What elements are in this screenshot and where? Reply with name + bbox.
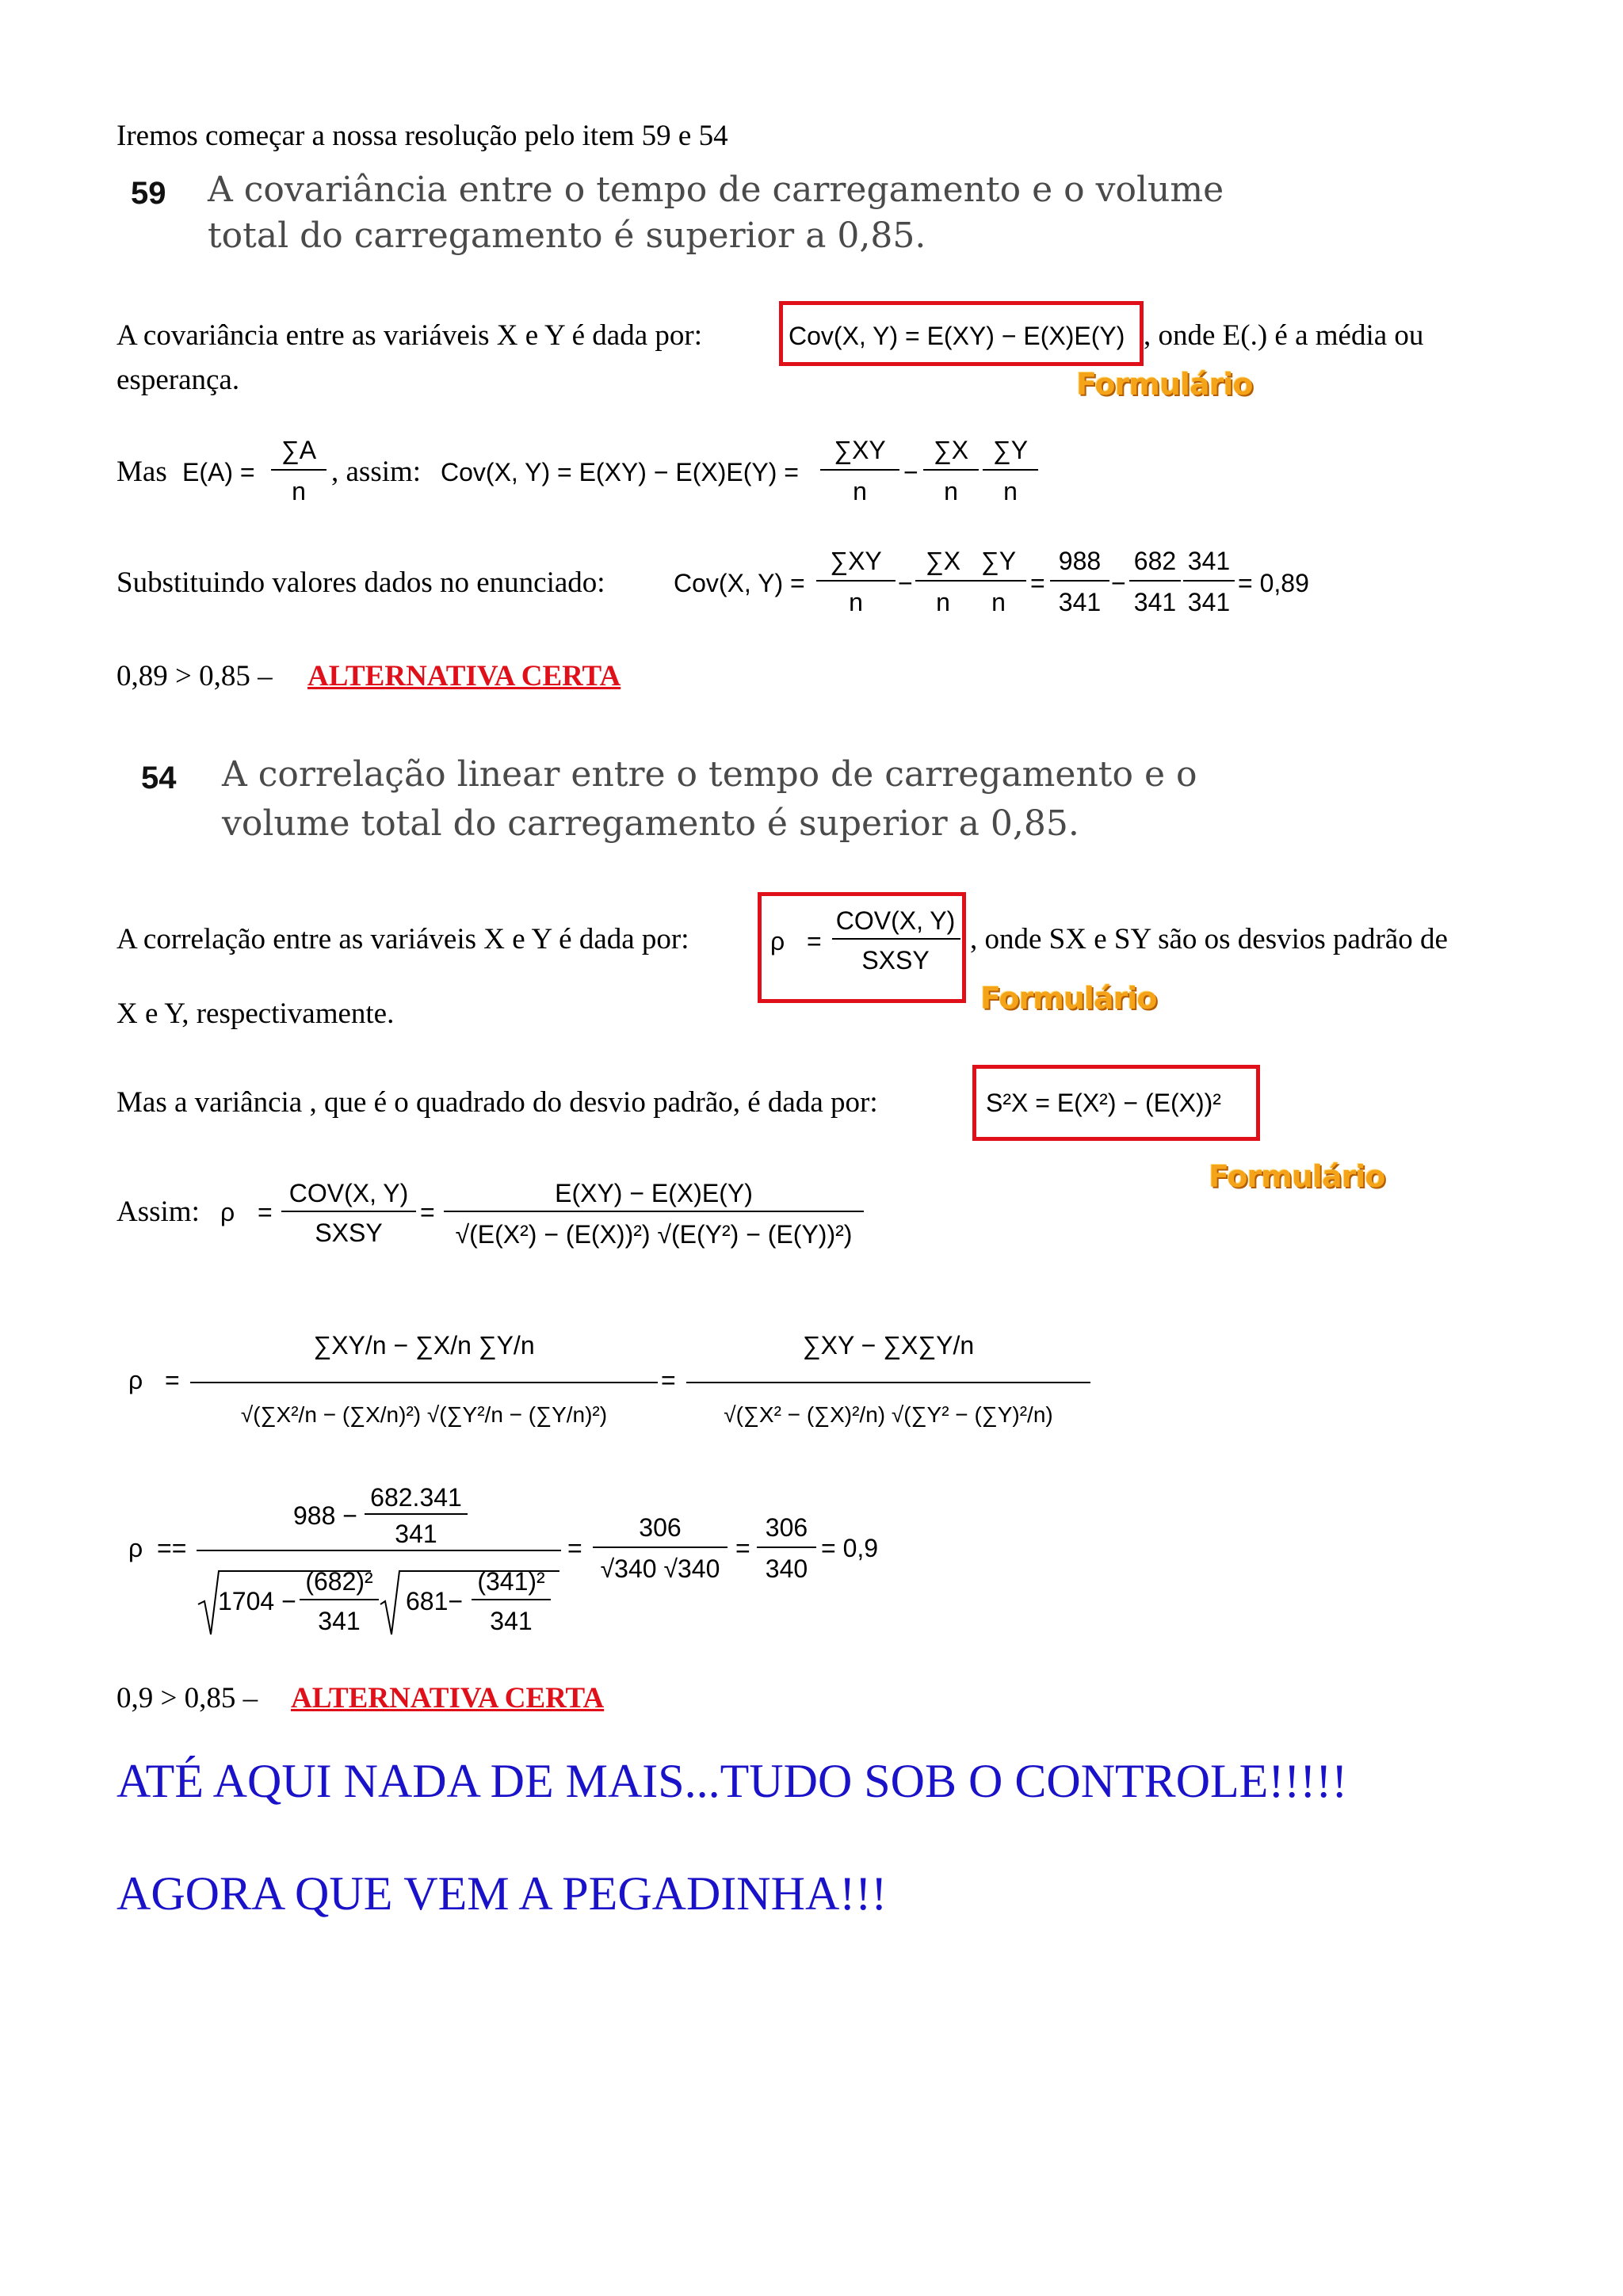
subst-sumXY: ∑XY <box>830 547 882 575</box>
corr-text-after: , onde SX e SY são os desvios padrão de <box>970 923 1448 955</box>
subst-341-num: 341 <box>1187 547 1231 575</box>
cov-text-line2: esperança. <box>116 364 240 396</box>
bigfrac-den1: √(∑X²/n − (∑X/n)²) √(∑Y²/n − (∑Y/n)²) <box>240 1402 608 1427</box>
numeric-sqrt340: √340 √340 <box>600 1554 720 1583</box>
numeric-341: 341 <box>318 1607 361 1635</box>
cov-text-before: A covariância entre as variáveis X e Y é dada por: <box>116 319 702 352</box>
result-59-compare: 0,89 > 0,85 – <box>116 660 273 692</box>
corr-denominator: SXSY <box>861 946 930 974</box>
minus-sign: − <box>903 458 918 486</box>
result-54-label: ALTERNATIVA CERTA <box>291 1682 605 1714</box>
numeric-341sq: (341)² <box>477 1567 545 1596</box>
ea-expr: E(A) = <box>182 458 255 486</box>
shout-line1: ATÉ AQUI NADA DE MAIS...TUDO SOB O CONTROLE!!!!! <box>116 1755 1348 1807</box>
result-54-compare: 0,9 > 0,85 – <box>116 1682 258 1714</box>
n-denominator: n <box>1003 477 1018 505</box>
assim-label: Assim: <box>116 1196 200 1228</box>
subst-text: Substituindo valores dados no enunciado: <box>116 566 605 599</box>
subst-n: n <box>991 588 1006 616</box>
var-text: Mas a variância , que é o quadrado do desvio padrão, é dada por: <box>116 1086 878 1119</box>
numeric-eq-a: = <box>567 1534 582 1562</box>
question-54-line1: A correlação linear entre o tempo de carregamento e o <box>222 754 1197 795</box>
sumY-numerator: ∑Y <box>992 436 1029 464</box>
subst-682: 682 <box>1133 547 1177 575</box>
numeric-eq-b: = <box>735 1534 750 1562</box>
numeric-306: 306 <box>639 1513 682 1542</box>
numeric-340: 340 <box>765 1554 808 1583</box>
shout-line2: AGORA QUE VEM A PEGADINHA!!! <box>116 1867 888 1920</box>
question-59-number: 59 <box>131 176 166 211</box>
subst-341: 341 <box>1058 588 1102 616</box>
mas-label: Mas <box>116 456 167 488</box>
subst-cov: Cov(X, Y) = <box>674 569 805 597</box>
numeric-341: 341 <box>490 1607 533 1635</box>
subst-n: n <box>849 588 863 616</box>
assim-eq: = <box>258 1198 273 1226</box>
corr-text-line2: X e Y, respectivamente. <box>116 997 395 1030</box>
question-54-number: 54 <box>141 761 177 795</box>
bigfrac-num1: ∑XY/n − ∑X/n ∑Y/n <box>313 1331 535 1360</box>
subst-eq: = <box>1030 569 1045 597</box>
formulario-badge: Formulário <box>980 981 1157 1016</box>
cov-expansion: Cov(X, Y) = E(XY) − E(X)E(Y) = <box>441 458 799 486</box>
n-denominator: n <box>944 477 958 505</box>
subst-sumY: ∑Y <box>980 547 1017 575</box>
bigfrac-eq2: = <box>661 1366 676 1394</box>
assim-eq2: = <box>420 1198 435 1226</box>
result-59-label: ALTERNATIVA CERTA <box>307 660 621 692</box>
sumXY-numerator: ∑XY <box>834 436 886 464</box>
cov-text-after: , onde E(.) é a média ou <box>1144 319 1424 352</box>
formulario-badge: Formulário <box>1076 367 1253 402</box>
cov-formula: Cov(X, Y) = E(XY) − E(X)E(Y) <box>789 322 1125 350</box>
question-54-line2: volume total do carregamento é superior a 0,85. <box>222 803 1079 844</box>
subst-minus: − <box>898 569 913 597</box>
numeric-result: = 0,9 <box>821 1534 879 1562</box>
formulario-badge: Formulário <box>1209 1159 1385 1194</box>
numeric-682341: 682.341 <box>370 1483 462 1512</box>
subst-sumX: ∑X <box>925 547 961 575</box>
assim-num2: E(XY) − E(X)E(Y) <box>555 1179 753 1207</box>
corr-text-before: A correlação entre as variáveis X e Y é dada por: <box>116 923 689 955</box>
bigfrac-den2: √(∑X² − (∑X)²/n) √(∑Y² − (∑Y)²/n) <box>724 1402 1053 1427</box>
subst-minus2: − <box>1111 569 1126 597</box>
numeric-rho: ρ <box>128 1534 143 1562</box>
assim-den1: SXSY <box>315 1219 383 1247</box>
corr-numerator: COV(X, Y) <box>835 906 956 935</box>
numeric-306b: 306 <box>765 1513 808 1542</box>
numeric-1704: 1704 − <box>218 1587 296 1615</box>
subst-n: n <box>936 588 950 616</box>
sumX-numerator: ∑X <box>933 436 969 464</box>
var-formula: S²X = E(X²) − (E(X))² <box>986 1089 1221 1117</box>
bigfrac-rho: ρ <box>128 1366 143 1394</box>
assim-rho: ρ <box>220 1198 235 1226</box>
question-59-line2: total do carregamento é superior a 0,85. <box>208 215 926 256</box>
numeric-682sq: (682)² <box>305 1567 373 1596</box>
intro-text: Iremos começar a nossa resolução pelo item 59 e 54 <box>116 120 728 152</box>
sumA-numerator: ∑A <box>281 436 317 464</box>
subst-341: 341 <box>1133 588 1177 616</box>
sumA-denominator: n <box>292 477 306 505</box>
assim-num1: COV(X, Y) <box>288 1179 409 1207</box>
numeric-681: 681− <box>406 1587 464 1615</box>
corr-rho: ρ <box>770 927 785 955</box>
numeric-341: 341 <box>395 1520 437 1548</box>
bigfrac-eq: = <box>165 1366 180 1394</box>
assim-den2: √(E(X²) − (E(X))²) √(E(Y²) − (E(Y))²) <box>455 1220 853 1249</box>
question-59-line1: A covariância entre o tempo de carregamento e o volume <box>208 170 1224 210</box>
subst-341: 341 <box>1187 588 1231 616</box>
numeric-988: 988 − <box>293 1501 357 1530</box>
subst-result: = 0,89 <box>1238 569 1309 597</box>
corr-eq: = <box>807 927 822 955</box>
numeric-eqeq: == <box>157 1534 187 1562</box>
subst-988: 988 <box>1058 547 1102 575</box>
n-denominator: n <box>853 477 867 505</box>
bigfrac-num2: ∑XY − ∑X∑Y/n <box>802 1331 975 1360</box>
assim-comma: , assim: <box>331 456 422 488</box>
